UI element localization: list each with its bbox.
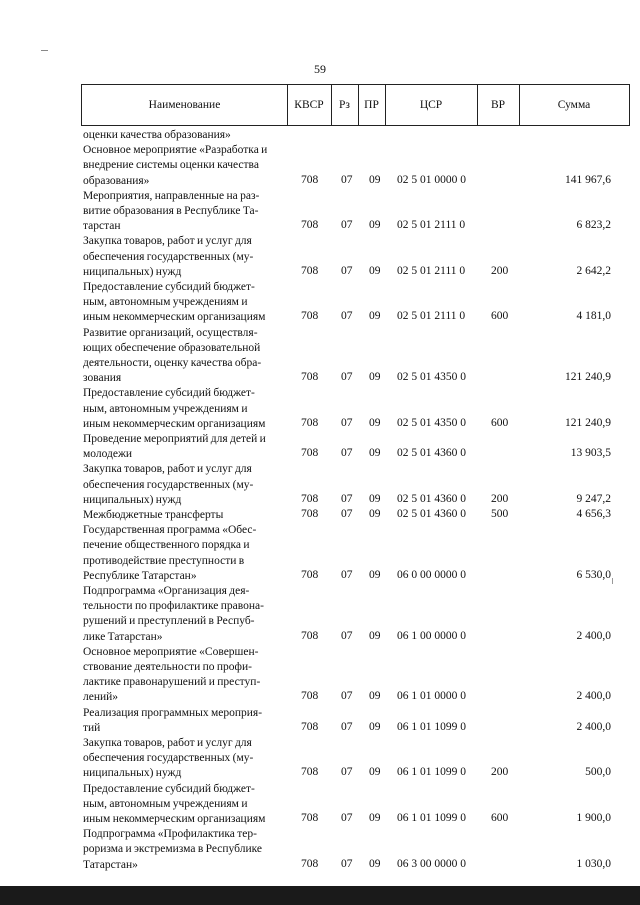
cell-rz: 07 [341, 508, 353, 520]
cell-pr: 09 [369, 690, 381, 703]
row-name-line: тельности по профилактике правона- [83, 600, 264, 613]
cell-pr: 09 [369, 371, 381, 384]
row-name-line: тарстан [83, 220, 121, 233]
cell-rz: 07 [341, 264, 353, 277]
cell-csr: 02 5 01 2111 0 [397, 310, 466, 323]
cell-kvsr: 708 [301, 690, 319, 703]
row-name-line: иным некоммерческим организациям [83, 417, 266, 430]
row-name-line: противодействие преступности в [83, 554, 245, 567]
cell-csr: 02 5 01 0000 0 [397, 173, 466, 186]
cell-sum: 2 642,2 [576, 264, 611, 277]
row-name-line: обеспечения государственных (му- [83, 478, 254, 491]
cell-csr: 02 5 01 4360 0 [397, 508, 466, 520]
row-name [83, 143, 289, 189]
row-name-line: обеспечения государственных (му- [83, 250, 254, 263]
cell-pr: 09 [369, 264, 381, 277]
cell-csr: 06 1 01 1099 0 [397, 811, 466, 824]
cell-pr: 09 [369, 447, 381, 460]
table-row [0, 143, 640, 189]
header-csr: ЦСР [419, 99, 443, 111]
header-rz: Рз [339, 99, 350, 111]
row-name-line: Предоставление субсидий бюджет- [83, 782, 255, 795]
cell-kvsr: 708 [301, 720, 319, 733]
row-name-line: ным, автономным учреждениям и [83, 296, 248, 309]
row-name [83, 326, 289, 387]
cell-pr: 09 [369, 416, 381, 429]
table-row [0, 386, 640, 432]
cell-rz: 07 [341, 492, 353, 505]
row-name-line: Закупка товаров, работ и услуг для [83, 235, 252, 248]
cell-vr: 600 [491, 310, 509, 323]
cell-vr: 200 [491, 766, 509, 779]
page-number: 59 [314, 62, 326, 76]
row-name-line: оценки качества образования» [83, 129, 231, 141]
cell-vr: 500 [491, 508, 509, 520]
cell-sum: 2 400,0 [576, 629, 611, 642]
cell-csr: 02 5 01 4360 0 [397, 447, 466, 460]
row-name-line: внедрение системы оценки качества [83, 159, 259, 172]
cell-vr: 600 [491, 416, 509, 429]
table-row [0, 508, 640, 523]
row-name-line: лактике правонарушений и преступ- [83, 676, 261, 689]
row-name-line: Подпрограмма «Организация дея- [83, 585, 250, 597]
cell-kvsr: 708 [301, 629, 319, 642]
cell-sum: 9 247,2 [576, 492, 611, 505]
row-name [83, 386, 289, 432]
header-kvsr: КВСР [294, 99, 324, 111]
row-name [83, 782, 289, 828]
row-name [83, 584, 289, 645]
cell-csr: 06 1 01 0000 0 [397, 690, 466, 703]
cell-csr: 06 0 00 0000 0 [397, 568, 466, 581]
cell-pr: 09 [369, 857, 381, 870]
cell-kvsr: 708 [301, 416, 319, 429]
cell-sum: 121 240,9 [565, 371, 611, 384]
cell-kvsr: 708 [301, 492, 319, 505]
cell-sum: 121 240,9 [565, 416, 611, 429]
margin-mark [41, 50, 48, 51]
table-row [0, 523, 640, 584]
header-vr: ВР [490, 99, 506, 111]
table-header [81, 84, 630, 126]
cell-pr: 09 [369, 508, 381, 520]
cell-rz: 07 [341, 811, 353, 824]
table-row [0, 189, 640, 235]
cell-vr: 600 [491, 811, 509, 824]
cell-rz: 07 [341, 173, 353, 186]
cell-sum: 13 903,5 [570, 447, 611, 460]
row-name-line: лений» [83, 691, 119, 704]
cell-sum: 1 900,0 [576, 811, 611, 824]
cell-rz: 07 [341, 629, 353, 642]
row-name-line: печение общественного порядка и [83, 539, 250, 552]
cell-pr: 09 [369, 568, 381, 581]
table-row [0, 645, 640, 706]
row-name-line: деятельности, оценку качества обра- [83, 357, 262, 369]
cell-kvsr: 708 [301, 173, 319, 186]
cell-sum: 2 400,0 [576, 720, 611, 733]
table-row [0, 827, 640, 873]
cell-sum: 1 030,0 [576, 857, 611, 870]
row-name-line: рушений и преступлений в Респуб- [83, 615, 255, 628]
row-name [83, 280, 289, 326]
scan-mark [612, 578, 613, 584]
row-name-line: ниципальных) нужд [83, 767, 182, 780]
cell-kvsr: 708 [301, 219, 319, 232]
table-row [0, 234, 640, 280]
cell-rz: 07 [341, 720, 353, 733]
row-name-line: лике Татарстан» [83, 630, 163, 643]
cell-csr: 02 5 01 2111 0 [397, 264, 466, 277]
row-name-line: обеспечения государственных (му- [83, 752, 254, 765]
cell-pr: 09 [369, 811, 381, 824]
row-name [83, 462, 289, 508]
cell-rz: 07 [341, 766, 353, 779]
row-name-line: Закупка товаров, работ и услуг для [83, 737, 252, 749]
row-name-line: Государственная программа «Обес- [83, 524, 257, 537]
header-sum: Сумма [557, 99, 591, 111]
cell-pr: 09 [369, 173, 381, 186]
cell-rz: 07 [341, 310, 353, 323]
cell-csr: 06 3 00 0000 0 [397, 857, 466, 870]
row-name [83, 706, 289, 736]
cell-csr: 02 5 01 2111 0 [397, 219, 466, 232]
row-name [83, 523, 289, 584]
row-name-line: ным, автономным учреждениям и [83, 797, 248, 810]
cell-kvsr: 708 [301, 811, 319, 824]
cell-rz: 07 [341, 857, 353, 870]
row-name [83, 432, 289, 462]
cell-csr: 06 1 00 0000 0 [397, 629, 466, 642]
row-name [83, 736, 289, 782]
row-name [83, 508, 289, 523]
row-name-line: Межбюджетные трансферты [83, 509, 224, 521]
row-name-line: Предоставление субсидий бюджет- [83, 281, 255, 293]
header-name: Наименование [148, 99, 221, 111]
row-name-line: Мероприятия, направленные на раз- [83, 189, 260, 202]
cell-rz: 07 [341, 371, 353, 384]
row-name-line: иным некоммерческим организациям [83, 813, 266, 825]
row-name-line: Проведение мероприятий для детей и [83, 433, 266, 445]
cell-pr: 09 [369, 629, 381, 642]
row-name-line: ниципальных) нужд [83, 265, 182, 278]
row-name-line: ствование деятельности по профи- [83, 661, 252, 673]
row-name-line: зования [83, 372, 122, 385]
table-row [0, 432, 640, 462]
cell-vr: 200 [491, 264, 509, 277]
cell-rz: 07 [341, 416, 353, 429]
row-name-line: ющих обеспечение образовательной [83, 341, 261, 354]
cell-sum: 4 181,0 [576, 310, 611, 323]
cell-sum: 500,0 [585, 766, 611, 779]
table-row [0, 128, 640, 143]
row-name [83, 645, 289, 706]
row-name [83, 128, 289, 143]
cell-rz: 07 [341, 690, 353, 703]
cell-pr: 09 [369, 720, 381, 733]
row-name-line: роризма и экстремизма в Республике [83, 843, 263, 856]
cell-rz: 07 [341, 219, 353, 232]
cell-sum: 141 967,6 [565, 173, 611, 186]
row-name-line: Республике Татарстан» [83, 569, 197, 582]
table-row [0, 280, 640, 326]
cell-csr: 02 5 01 4360 0 [397, 492, 466, 505]
cell-csr: 02 5 01 4350 0 [397, 416, 466, 429]
cell-kvsr: 708 [301, 310, 319, 323]
cell-kvsr: 708 [301, 766, 319, 779]
cell-pr: 09 [369, 310, 381, 323]
cell-pr: 09 [369, 766, 381, 779]
row-name-line: молодежи [83, 448, 133, 461]
row-name-line: Татарстан» [83, 858, 138, 871]
cell-pr: 09 [369, 492, 381, 505]
cell-kvsr: 708 [301, 371, 319, 384]
cell-csr: 06 1 01 1099 0 [397, 766, 466, 779]
cell-sum: 6 530,0 [576, 568, 611, 581]
row-name [83, 234, 289, 280]
row-name [83, 827, 289, 873]
cell-kvsr: 708 [301, 568, 319, 581]
cell-csr: 06 1 01 1099 0 [397, 720, 466, 733]
header-pr: ПР [364, 99, 379, 111]
cell-pr: 09 [369, 219, 381, 232]
row-name-line: тий [83, 721, 101, 734]
row-name-line: Основное мероприятие «Совершен- [83, 645, 259, 658]
cell-kvsr: 708 [301, 447, 319, 460]
table-row [0, 706, 640, 736]
row-name-line: Развитие организаций, осуществля- [83, 326, 258, 339]
cell-kvsr: 708 [301, 508, 319, 520]
scan-bottom-edge [0, 886, 640, 905]
cell-sum: 6 823,2 [576, 219, 611, 232]
cell-sum: 4 656,3 [576, 508, 611, 520]
table-row [0, 462, 640, 508]
cell-kvsr: 708 [301, 264, 319, 277]
cell-kvsr: 708 [301, 857, 319, 870]
table-row [0, 326, 640, 387]
row-name-line: витие образования в Республике Та- [83, 205, 259, 217]
row-name-line: Реализация программных мероприя- [83, 706, 263, 719]
row-name-line: Предоставление субсидий бюджет- [83, 387, 255, 400]
cell-vr: 200 [491, 492, 509, 505]
row-name-line: Закупка товаров, работ и услуг для [83, 463, 252, 476]
cell-sum: 2 400,0 [576, 690, 611, 703]
cell-rz: 07 [341, 447, 353, 460]
row-name-line: Основное мероприятие «Разработка и [83, 144, 268, 157]
row-name [83, 189, 289, 235]
row-name-line: ным, автономным учреждениям и [83, 402, 248, 415]
row-name-line: иным некоммерческим организациям [83, 311, 266, 324]
row-name-line: образования» [83, 174, 150, 187]
table-row [0, 584, 640, 645]
row-name-line: ниципальных) нужд [83, 493, 182, 506]
row-name-line: Подпрограмма «Профилактика тер- [83, 828, 257, 841]
table-row [0, 736, 640, 782]
table-row [0, 782, 640, 828]
cell-rz: 07 [341, 568, 353, 581]
cell-csr: 02 5 01 4350 0 [397, 371, 466, 384]
